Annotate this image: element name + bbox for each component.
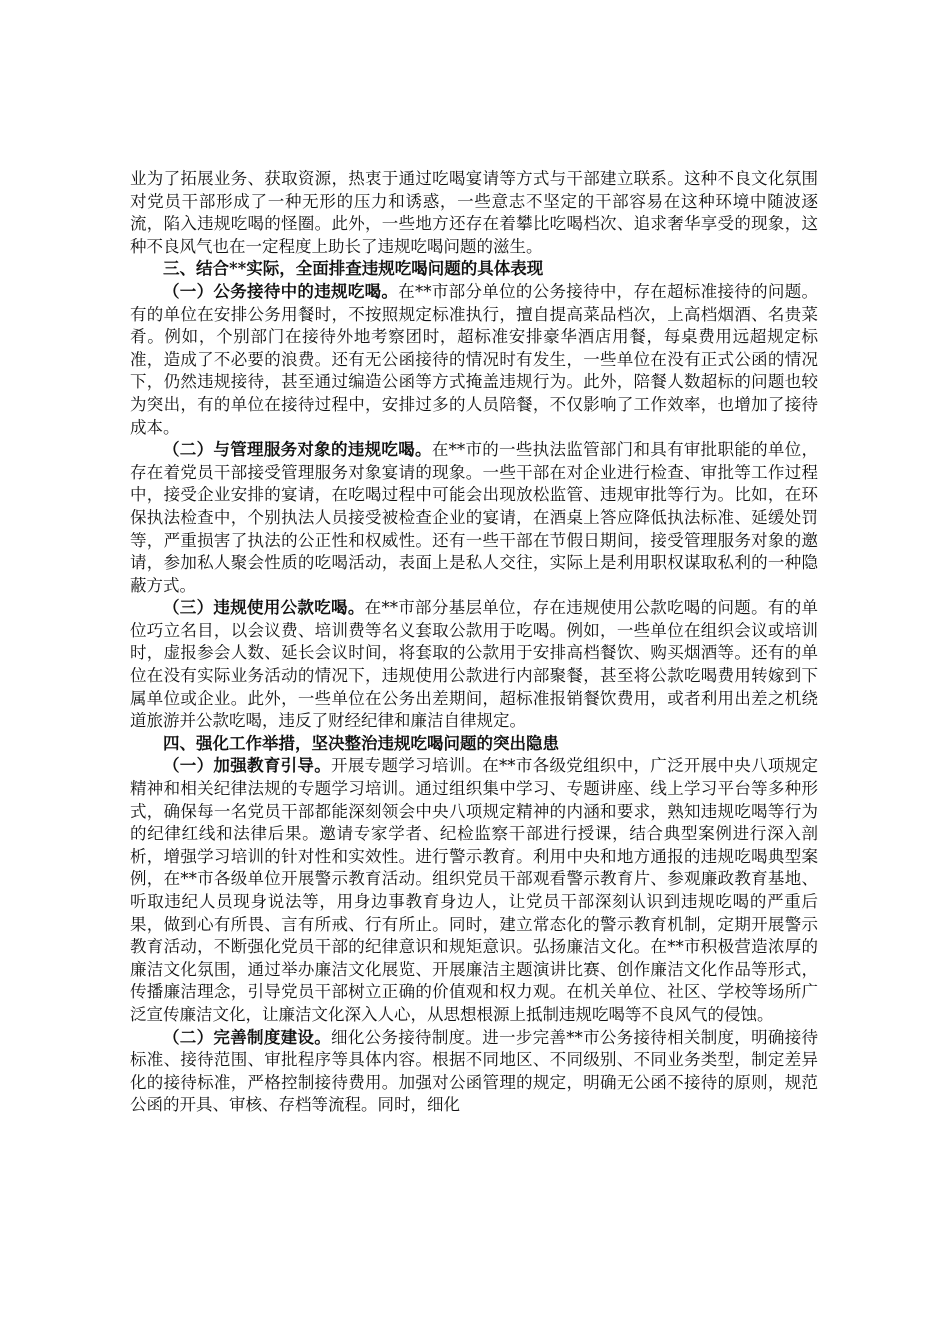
paragraph-text: 在**市部分基层单位，存在违规使用公款吃喝的问题。有的单位巧立名目，以会议费、培训费等名义套取公款用于吃喝。例如，一些单位在组织会议或培训时，虚报参会人数、延长会议时间，将套取的公款用于安排高档餐饮、购买烟酒等。还有的单位在没有实际业务活动的情况下，违规使用公款进行内部聚餐，甚至将公款吃喝费用转嫁到下属单位或企业。此外，一些单位在公务出差期间，超标准报销餐饮费用，或者利用出差之机绕道旅游并公款吃喝，违反了财经纪律和廉洁自律规定。 (130, 598, 819, 731)
section-heading-4: 四、强化工作举措，坚决整治违规吃喝问题的突出隐患 (163, 733, 559, 753)
paragraph-text: 细化公务接待制度。进一步完善**市公务接待相关制度，明确接待标准、接待范围、审批程序等具体内容。根据不同地区、不同级别、不同业务类型，制定差异化的接待标准，严格控制接待费用。加强对公函管理的规定，明确无公函不接待的原则，规范公函的开具、审核、存档等流程。同时，细化 (130, 1027, 819, 1115)
paragraph-text: 在**市的一些执法监管部门和具有审批职能的单位，存在着党员干部接受管理服务对象宴请的现象。一些干部在对企业进行检查、审批等工作过程中，接受企业安排的宴请，在吃喝过程中可能会出现放松监管、违规审批等行为。比如，在环保执法检查中，个别执法人员接受被检查企业的宴请，在酒桌上答应降低执法标准、延缓处罚等，严重损害了执法的公正性和权威性。还有一些干部在节假日期间，接受管理服务对象的邀请，参加私人聚会性质的吃喝活动，表面上是私人交往，实际上是利用职权谋取私利的一种隐蔽方式。 (130, 440, 819, 595)
paragraph-education (130, 755, 818, 1026)
subsection-lead: （三）违规使用公款吃喝。 (163, 598, 365, 618)
document-body (130, 168, 818, 1117)
paragraph-service-objects (130, 439, 818, 597)
subsection-lead: （一）加强教育引导。 (163, 756, 332, 776)
section-heading-3: 三、结合**实际，全面排查违规吃喝问题的具体表现 (163, 259, 544, 279)
subsection-lead: （一）公务接待中的违规吃喝。 (163, 281, 399, 301)
paragraph-continuation: 业为了拓展业务、获取资源，热衷于通过吃喝宴请等方式与干部建立联系。这种不良文化氛围对党员干部形成了一种无形的压力和诱惑，一些意志不坚定的干部容易在这种环境中随波逐流，陷入违规吃喝的怪圈。此外，一些地方还存在着攀比吃喝档次、追求奢华享受的现象，这种不良风气也在一定程度上助长了违规吃喝问题的滋生。 (130, 169, 818, 256)
paragraph-institutions (130, 1027, 818, 1117)
paragraph-text: 在**市部分单位的公务接待中，存在超标准接待的问题。有的单位在安排公务用餐时，不按照规定标准执行，擅自提高菜品档次，上高档烟酒、名贵菜肴。例如，个别部门在接待外地考察团时，超标准安排豪华酒店用餐，每桌费用远超规定标准，造成了不必要的浪费。还有无公函接待的情况时有发生，一些单位在没有正式公函的情况下，仍然违规接待，甚至通过编造公函等方式掩盖违规行为。此外，陪餐人数超标的问题也较为突出，有的单位在接待过程中，安排过多的人员陪餐，不仅影响了工作效率，也增加了接待成本。 (130, 281, 819, 437)
paragraph-text: 开展专题学习培训。在**市各级党组织中，广泛开展中央八项规定精神和相关纪律法规的专题学习培训。通过组织集中学习、专题讲座、线上学习平台等多种形式，确保每一名党员干部都能深刻领会中央八项规定精神的内涵和要求，熟知违规吃喝等行为的纪律红线和法律后果。邀请专家学者、纪检监察干部进行授课，结合典型案例进行深入剖析，增强学习培训的针对性和实效性。进行警示教育。利用中央和地方通报的违规吃喝典型案例，在**市各级单位开展警示教育活动。组织党员干部观看警示教育片、参观廉政教育基地、听取违纪人员现身说法等，用身边事教育身边人，让党员干部深刻认识到违规吃喝的严重后果，做到心有所畏、言有所戒、行有所止。同时，建立常态化的警示教育机制，定期开展警示教育活动，不断强化党员干部的纪律意识和规矩意识。弘扬廉洁文化。在**市积极营造浓厚的廉洁文化氛围，通过举办廉洁文化展览、开展廉洁主题演讲比赛、创作廉洁文化作品等形式，传播廉洁理念，引导党员干部树立正确的价值观和权力观。在机关单位、社区、学校等场所广泛宣传廉洁文化，让廉洁文化深入人心，从思想根源上抵制违规吃喝等不良风气的侵蚀。 (130, 756, 819, 1024)
paragraph-official-reception (130, 281, 818, 439)
subsection-lead: （二）与管理服务对象的违规吃喝。 (163, 440, 432, 460)
subsection-lead: （二）完善制度建设。 (163, 1027, 332, 1047)
paragraph-public-funds (130, 597, 818, 733)
